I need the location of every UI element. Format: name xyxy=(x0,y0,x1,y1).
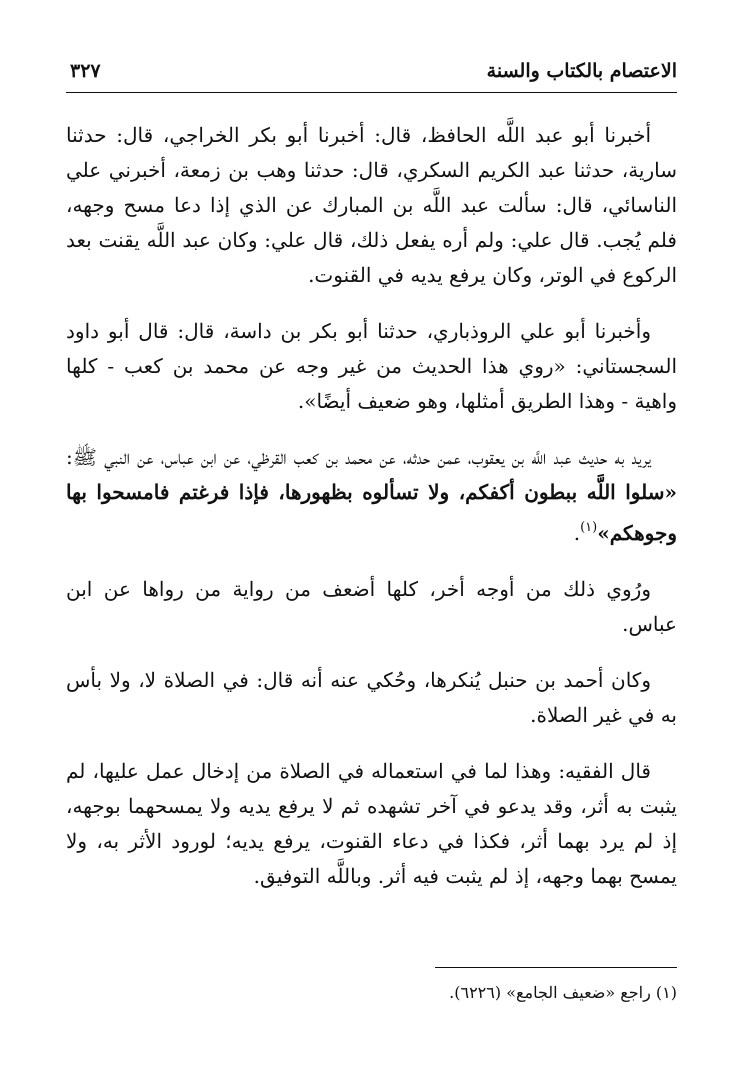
paragraph-4: ورُوي ذلك من أوجه أخر، كلها أضعف من رواية من رواها عن ابن عباس. xyxy=(66,577,677,636)
footnote-marker: (١) xyxy=(580,520,598,535)
hadith-quote: «سلوا اللَّه ببطون أكفكم، ولا تسألوه بظهورها، فإذا فرغتم فامسحوا بها وجوهكم» xyxy=(66,480,677,545)
paragraph-3-end: . xyxy=(573,521,581,545)
paragraph-3-intro: يريد به حديث عبد اللَّه بن يعقوب، عمن حدثه، عن محمد بن كعب القرظي، عن ابن عباس، عن النبي ﷺ: xyxy=(66,445,651,469)
paragraph-3 xyxy=(66,440,677,551)
running-title: الاعتصام بالكتاب والسنة xyxy=(486,60,677,82)
paragraph-6: قال الفقيه: وهذا لما في استعماله في الصلاة من إدخال عمل عليها، لم يثبت به أثر، وقد يدعو في آخر تشهده ثم لا يرفع يديه ولا يمسحهما بوجهه، إذ لم يرد بهما أثر، فكذا في دعاء القنوت، يرفع يديه؛ لورود الأثر به، ولا يمسح بهما وجهه، إذ لم يثبت فيه أثر. وباللَّه التوفيق. xyxy=(66,759,677,888)
footnote: (١) راجع «ضعيف الجامع» (٦٢٢٦). xyxy=(449,983,677,1002)
paragraph-1: أخبرنا أبو عبد اللَّه الحافظ، قال: أخبرنا أبو بكر الخراجي، قال: حدثنا سارية، حدثنا عبد الكريم السكري، قال: حدثنا وهب بن زمعة، أخبرني علي الناسائي، قال: سألت عبد اللَّه بن المبارك عن الذي إذا دعا مسح وجهه، فلم يُجب. قال علي: ولم أره يفعل ذلك، قال علي: وكان عبد اللَّه يقنت بعد الركوع في الوتر، وكان يرفع يديه في القنوت. xyxy=(66,123,677,287)
page-number: ٣٢٧ xyxy=(70,60,101,82)
page-header xyxy=(66,58,677,93)
paragraph-2: وأخبرنا أبو علي الروذباري، حدثنا أبو بكر بن داسة، قال: قال أبو داود السجستاني: «روي هذا الحديث من غير وجه عن محمد بن كعب - كلها واهية - وهذا الطريق أمثلها، وهو ضعيف أيضًا». xyxy=(66,319,677,413)
paragraph-5: وكان أحمد بن حنبل يُنكرها، وحُكي عنه أنه قال: في الصلاة لا، ولا بأس به في غير الصلاة. xyxy=(66,668,677,727)
footnote-divider xyxy=(435,967,677,968)
main-text xyxy=(66,118,677,915)
